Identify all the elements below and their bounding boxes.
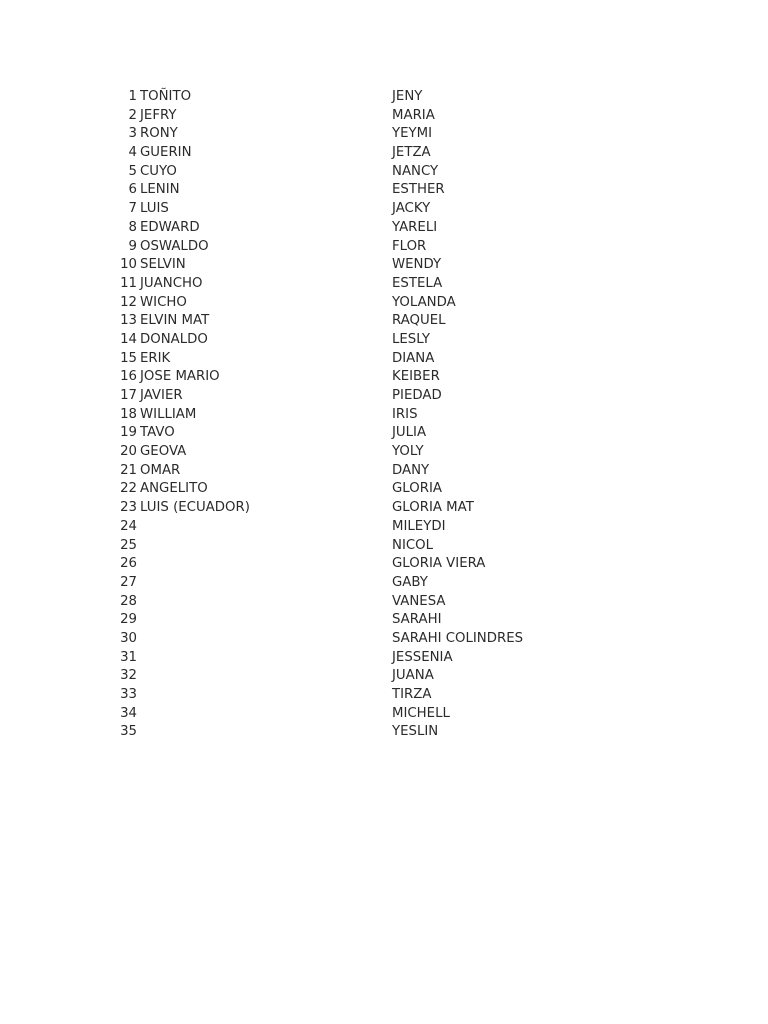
list-row bbox=[0, 574, 768, 593]
list-row bbox=[0, 294, 768, 313]
row-number: 22 bbox=[120, 481, 137, 497]
row-number: 12 bbox=[120, 294, 137, 310]
name-column-b: WENDY bbox=[392, 257, 442, 273]
name-column-a: ERIK bbox=[140, 350, 171, 366]
list-row bbox=[0, 312, 768, 331]
name-column-b: NICOL bbox=[392, 537, 434, 553]
name-column-b: RAQUEL bbox=[392, 313, 446, 329]
name-column-a: CUYO bbox=[140, 163, 177, 179]
name-column-b: IRIS bbox=[392, 406, 418, 422]
row-number: 5 bbox=[128, 163, 137, 179]
name-column-b: JUANA bbox=[392, 668, 434, 684]
list-row bbox=[0, 630, 768, 649]
list-row bbox=[0, 499, 768, 518]
name-column-b: JENY bbox=[392, 89, 423, 104]
row-number: 28 bbox=[120, 593, 137, 609]
name-column-a: DONALDO bbox=[140, 331, 208, 347]
row-number: 34 bbox=[120, 705, 137, 721]
name-column-b: FLOR bbox=[392, 238, 427, 254]
row-number: 30 bbox=[120, 630, 137, 646]
row-number: 14 bbox=[120, 331, 137, 347]
name-column-b: DIANA bbox=[392, 350, 435, 366]
name-column-b: DANY bbox=[392, 462, 430, 478]
list-row bbox=[0, 368, 768, 387]
name-column-a: SELVIN bbox=[140, 257, 186, 273]
list-row bbox=[0, 462, 768, 481]
list-row bbox=[0, 331, 768, 350]
name-column-a: RONY bbox=[140, 126, 178, 142]
row-number: 4 bbox=[128, 145, 137, 161]
list-row bbox=[0, 686, 768, 705]
name-column-a: OMAR bbox=[140, 462, 181, 478]
name-column-b: GABY bbox=[392, 574, 428, 590]
name-column-a: ELVIN MAT bbox=[140, 313, 210, 329]
list-row bbox=[0, 256, 768, 275]
list-row bbox=[0, 723, 768, 742]
list-row bbox=[0, 443, 768, 462]
name-column-a: OSWALDO bbox=[140, 238, 209, 254]
name-column-b: GLORIA VIERA bbox=[392, 556, 486, 572]
row-number: 3 bbox=[128, 126, 137, 142]
name-column-b: ESTELA bbox=[392, 275, 443, 291]
list-row bbox=[0, 705, 768, 724]
row-number: 21 bbox=[120, 462, 137, 478]
name-column-b: MILEYDI bbox=[392, 518, 446, 534]
list-row bbox=[0, 275, 768, 294]
list-row bbox=[0, 163, 768, 182]
list-row bbox=[0, 200, 768, 219]
name-column-a: WICHO bbox=[140, 294, 187, 310]
list-row bbox=[0, 555, 768, 574]
list-row bbox=[0, 88, 768, 107]
name-column-a: JAVIER bbox=[140, 388, 183, 403]
name-column-b: YEYMI bbox=[392, 126, 433, 142]
row-number: 19 bbox=[120, 425, 137, 441]
name-column-a: JOSE MARIO bbox=[140, 369, 220, 385]
name-column-b: NANCY bbox=[392, 163, 439, 179]
list-row bbox=[0, 107, 768, 126]
name-column-a: TOÑITO bbox=[140, 89, 192, 104]
row-number: 35 bbox=[120, 724, 137, 740]
row-number: 1 bbox=[128, 89, 137, 104]
name-column-b: YARELI bbox=[392, 219, 438, 235]
name-column-a: EDWARD bbox=[140, 219, 200, 235]
list-row bbox=[0, 238, 768, 257]
row-number: 25 bbox=[120, 537, 137, 553]
row-number: 24 bbox=[120, 518, 137, 534]
list-row bbox=[0, 611, 768, 630]
row-number: 8 bbox=[128, 219, 137, 235]
list-row bbox=[0, 125, 768, 144]
name-column-b: JULIA bbox=[392, 425, 427, 441]
name-column-a: WILLIAM bbox=[140, 406, 197, 422]
list-row bbox=[0, 424, 768, 443]
list-row bbox=[0, 406, 768, 425]
name-column-b: GLORIA MAT bbox=[392, 500, 474, 516]
name-column-b: MARIA bbox=[392, 107, 435, 123]
name-column-a: LUIS bbox=[140, 201, 169, 217]
list-row bbox=[0, 350, 768, 369]
row-number: 15 bbox=[120, 350, 137, 366]
row-number: 10 bbox=[120, 257, 137, 273]
list-row bbox=[0, 144, 768, 163]
name-column-a: JUANCHO bbox=[140, 275, 203, 291]
row-number: 23 bbox=[120, 500, 137, 516]
list-row bbox=[0, 593, 768, 612]
list-row bbox=[0, 667, 768, 686]
row-number: 18 bbox=[120, 406, 137, 422]
list-row bbox=[0, 181, 768, 200]
name-column-b: MICHELL bbox=[392, 705, 450, 721]
list-row bbox=[0, 537, 768, 556]
list-row bbox=[0, 480, 768, 499]
name-column-a: GEOVA bbox=[140, 444, 187, 460]
name-list-sheet bbox=[0, 88, 768, 742]
name-column-b: JETZA bbox=[392, 145, 431, 161]
row-number: 33 bbox=[120, 687, 137, 702]
row-number: 27 bbox=[120, 574, 137, 590]
name-column-a: GUERIN bbox=[140, 145, 192, 161]
list-row bbox=[0, 387, 768, 406]
name-column-a: LUIS (ECUADOR) bbox=[140, 500, 250, 516]
name-column-b: KEIBER bbox=[392, 369, 440, 385]
name-column-b: ESTHER bbox=[392, 182, 445, 198]
name-column-b: YOLY bbox=[392, 444, 424, 460]
row-number: 20 bbox=[120, 444, 137, 460]
name-column-b: VANESA bbox=[392, 593, 446, 609]
row-number: 11 bbox=[120, 275, 137, 291]
row-number: 32 bbox=[120, 668, 137, 684]
list-row bbox=[0, 649, 768, 668]
name-column-b: TIRZA bbox=[392, 687, 432, 702]
name-column-b: GLORIA bbox=[392, 481, 442, 497]
name-column-b: SARAHI bbox=[392, 612, 442, 628]
name-column-b: SARAHI COLINDRES bbox=[392, 630, 524, 646]
row-number: 6 bbox=[128, 182, 137, 198]
row-number: 2 bbox=[128, 107, 137, 123]
row-number: 7 bbox=[128, 201, 137, 217]
name-column-b: JACKY bbox=[392, 201, 431, 217]
row-number: 31 bbox=[120, 649, 137, 665]
row-number: 17 bbox=[120, 388, 137, 403]
name-column-b: YOLANDA bbox=[392, 294, 456, 310]
name-column-a: LENIN bbox=[140, 182, 180, 198]
name-column-a: TAVO bbox=[140, 425, 175, 441]
row-number: 16 bbox=[120, 369, 137, 385]
row-number: 26 bbox=[120, 556, 137, 572]
name-column-b: JESSENIA bbox=[392, 649, 453, 665]
name-column-a: JEFRY bbox=[140, 107, 177, 123]
row-number: 13 bbox=[120, 313, 137, 329]
list-row bbox=[0, 518, 768, 537]
list-row bbox=[0, 219, 768, 238]
row-number: 9 bbox=[128, 238, 137, 254]
name-column-b: PIEDAD bbox=[392, 388, 442, 403]
name-column-b: YESLIN bbox=[392, 724, 439, 740]
row-number: 29 bbox=[120, 612, 137, 628]
name-column-a: ANGELITO bbox=[140, 481, 208, 497]
name-column-b: LESLY bbox=[392, 331, 431, 347]
